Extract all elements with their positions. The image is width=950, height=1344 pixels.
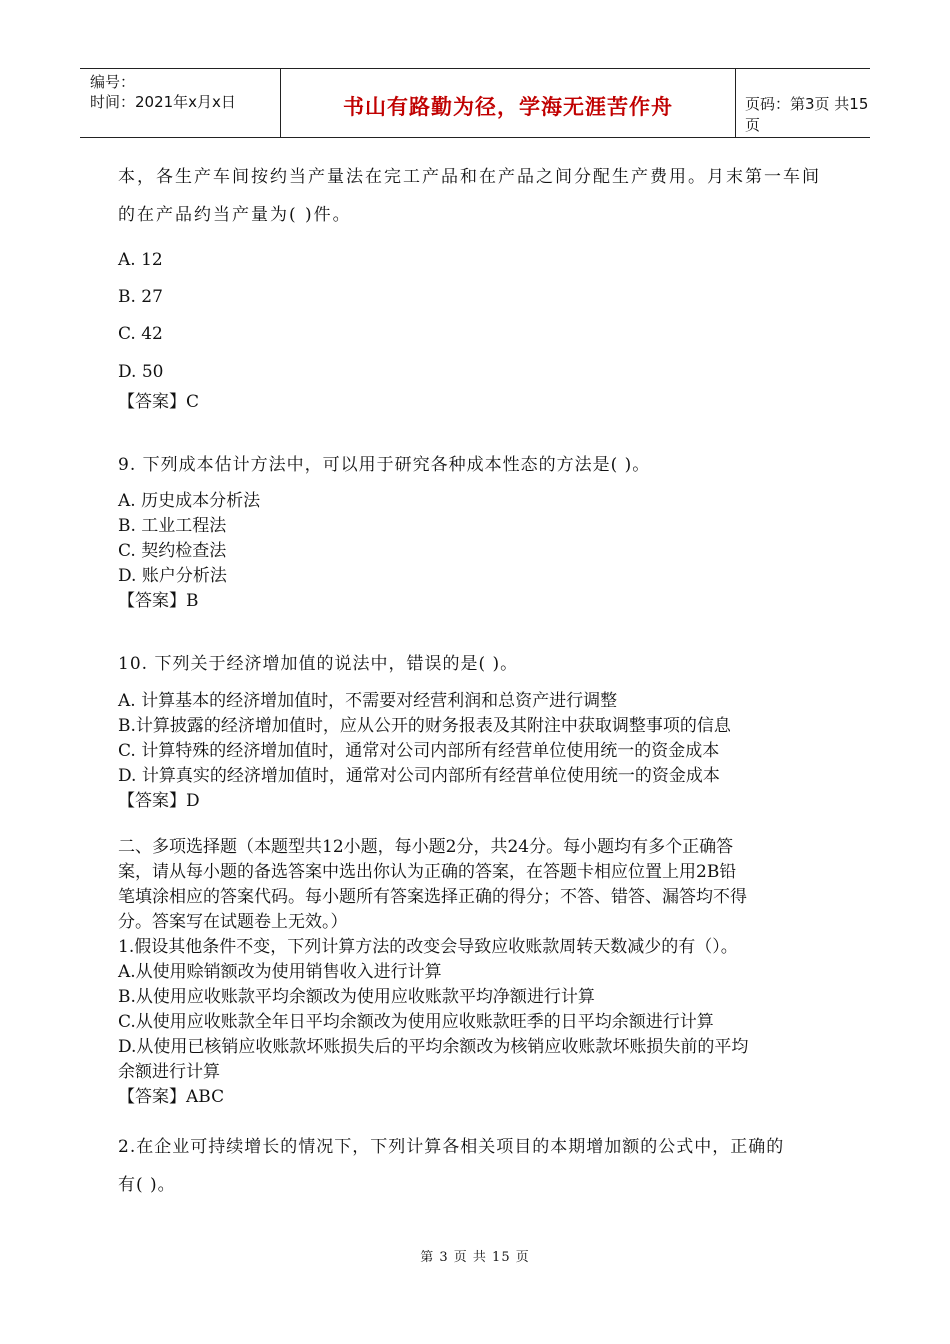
option-line: A.从使用赊销额改为使用销售收入进行计算 <box>118 962 442 982</box>
header-page-cell <box>735 69 870 137</box>
question-line: 10. 下列关于经济增加值的说法中，错误的是( )。 <box>118 654 519 674</box>
option-line: B. 工业工程法 <box>118 516 227 536</box>
option-line: C. 契约检查法 <box>118 541 227 561</box>
body-line: 的在产品约当产量为( )件。 <box>118 205 352 225</box>
option-line: B.计算披露的经济增加值时，应从公开的财务报表及其附注中获取调整事项的信息 <box>118 716 731 736</box>
answer-line: 【答案】ABC <box>118 1087 225 1107</box>
section-heading-line: 分。答案写在试题卷上无效。） <box>118 912 348 932</box>
question-line: 9. 下列成本估计方法中，可以用于研究各种成本性态的方法是( )。 <box>118 455 651 475</box>
option-line: D.从使用已核销应收账款坏账损失后的平均余额改为核销应收账款坏账损失前的平均 <box>118 1037 749 1057</box>
section-heading-line: 案，请从每小题的备选答案中选出你认为正确的答案，在答题卡相应位置上用2B铅 <box>118 862 737 882</box>
section-heading-line: 二、多项选择题（本题型共12小题，每小题2分，共24分。每小题均有多个正确答 <box>118 837 734 857</box>
option-line: D. 账户分析法 <box>118 566 227 586</box>
answer-line: 【答案】D <box>118 791 200 811</box>
option-line: A. 历史成本分析法 <box>118 491 261 511</box>
header-page-info: 页码：第3页 共15页 <box>745 95 869 134</box>
section-heading-line: 笔填涂相应的答案代码。每小题所有答案选择正确的得分；不答、错答、漏答均不得 <box>118 887 747 907</box>
option-line: B.从使用应收账款平均余额改为使用应收账款平均净额进行计算 <box>118 987 595 1007</box>
body-line: 本，各生产车间按约当产量法在完工产品和在产品之间分配生产费用。月末第一车间 <box>118 167 821 187</box>
header-motto-cell <box>280 69 736 137</box>
option-line: 余额进行计算 <box>118 1062 220 1082</box>
question-line: 1.假设其他条件不变，下列计算方法的改变会导致应收账款周转天数减少的有（）。 <box>118 937 738 957</box>
option-line: D. 50 <box>118 362 164 382</box>
question-line: 2.在企业可持续增长的情况下，下列计算各相关项目的本期增加额的公式中，正确的 <box>118 1137 785 1157</box>
option-line: C.从使用应收账款全年日平均余额改为使用应收账款旺季的日平均余额进行计算 <box>118 1012 714 1032</box>
option-line: C. 计算特殊的经济增加值时，通常对公司内部所有经营单位使用统一的资金成本 <box>118 741 720 761</box>
page-header <box>80 68 870 138</box>
option-line: B. 27 <box>118 287 163 307</box>
option-line: D. 计算真实的经济增加值时，通常对公司内部所有经营单位使用统一的资金成本 <box>118 766 720 786</box>
document-number-label: 编号： <box>90 73 136 91</box>
option-line: A. 12 <box>118 250 163 270</box>
option-line: A. 计算基本的经济增加值时，不需要对经营利润和总资产进行调整 <box>118 691 618 711</box>
answer-line: 【答案】C <box>118 392 200 412</box>
question-line: 有( )。 <box>118 1175 176 1195</box>
answer-line: 【答案】B <box>118 591 199 611</box>
document-date-label: 时间：2021年x月x日 <box>90 93 236 111</box>
option-line: C. 42 <box>118 324 163 344</box>
page-footer: 第 3 页 共 15 页 <box>420 1250 530 1265</box>
header-meta-cell <box>80 69 280 137</box>
header-motto: 书山有路勤为径，学海无涯苦作舟 <box>343 95 673 119</box>
